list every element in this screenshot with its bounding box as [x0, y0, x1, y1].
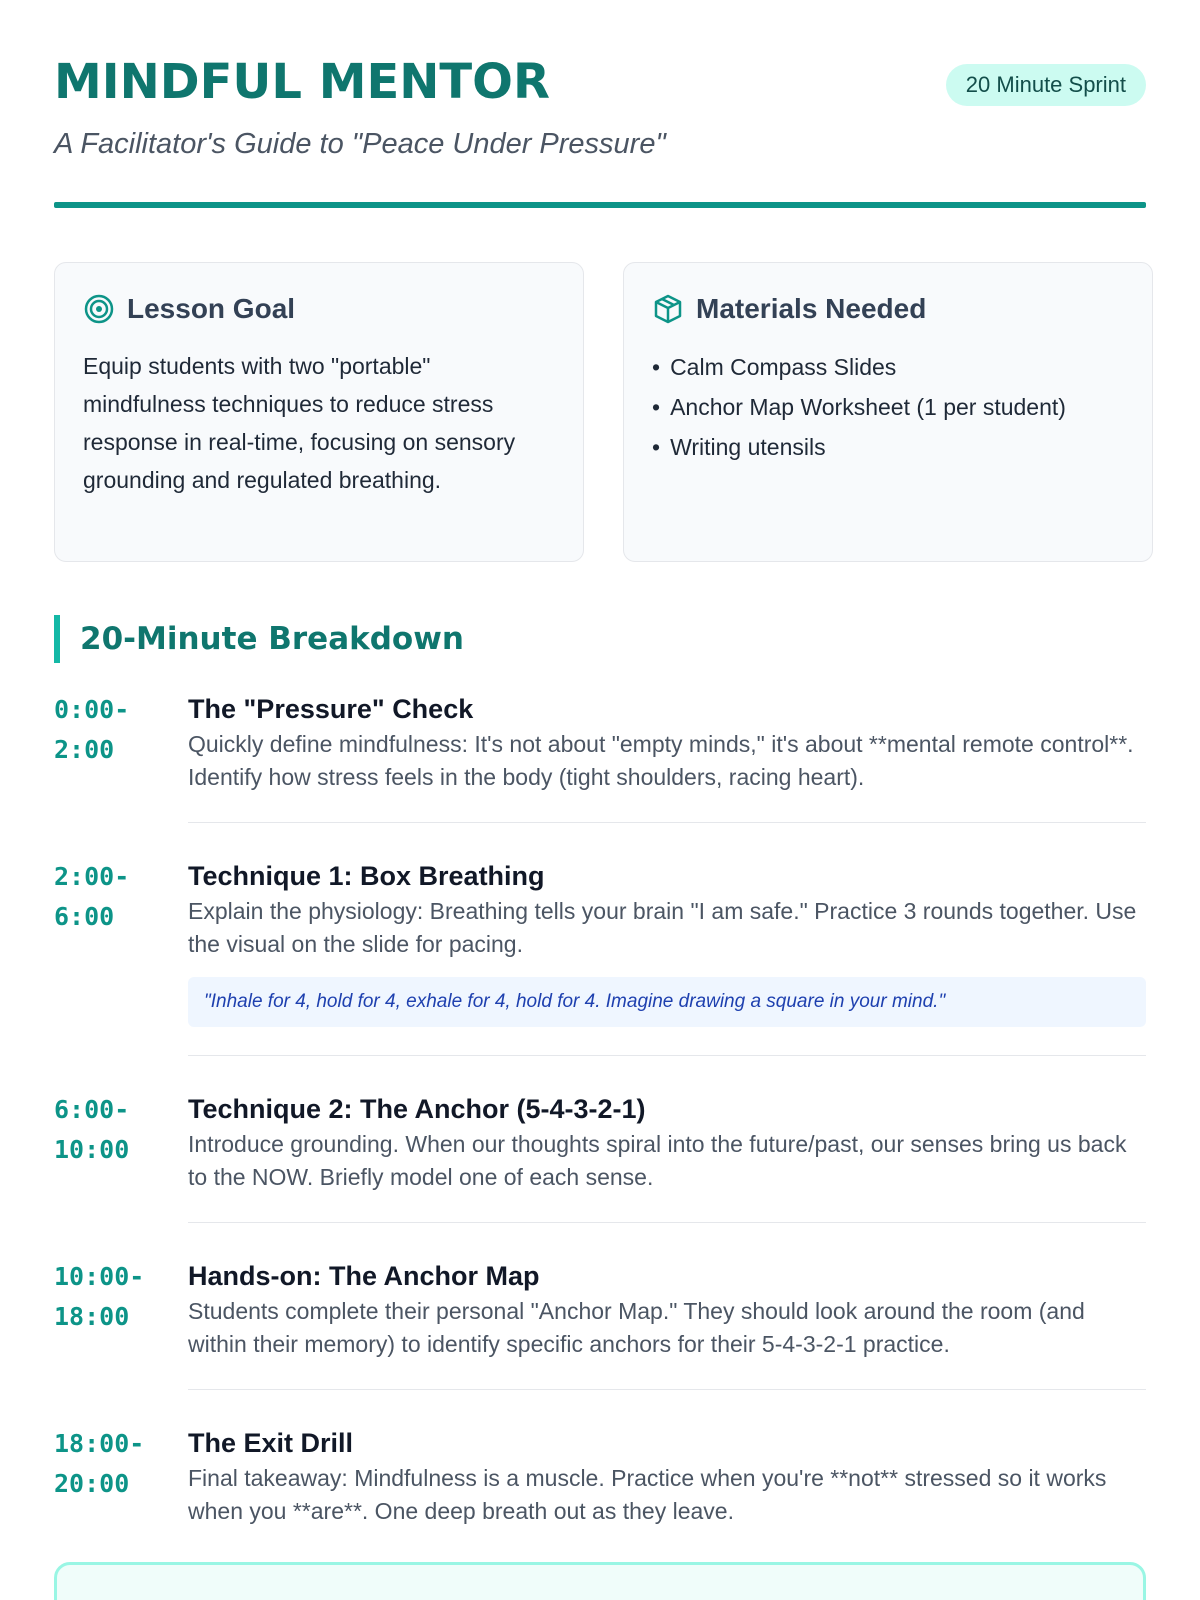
- timeline-title: Technique 1: Box Breathing: [188, 861, 545, 891]
- breakdown-title: 20-Minute Breakdown: [80, 621, 464, 657]
- timeline-item: [54, 1090, 1146, 1257]
- timeline-title: The Exit Drill: [188, 1428, 354, 1458]
- breakdown-timeline: [54, 690, 1146, 1590]
- timeline-item: [54, 1257, 1146, 1424]
- materials-card: [623, 262, 1153, 562]
- duration-badge: 20 Minute Sprint: [946, 64, 1146, 106]
- timeline-time-text: 0:00- 2:00: [54, 695, 130, 764]
- lesson-goal-header: [83, 291, 555, 327]
- timeline-content: [188, 1090, 1146, 1223]
- breakdown-heading: [54, 615, 464, 663]
- timeline-time: [54, 857, 188, 1090]
- timeline-time-text: 18:00- 20:00: [54, 1429, 145, 1498]
- timeline-time-text: 6:00- 10:00: [54, 1095, 130, 1164]
- list-item: • Calm Compass Slides: [652, 347, 1124, 387]
- timeline-item: [54, 857, 1146, 1090]
- lesson-goal-title: Lesson Goal: [127, 293, 296, 324]
- page-header: [54, 52, 1146, 162]
- timeline-desc: Explain the physiology: Breathing tells your brain "I am safe." Practice 3 rounds together. Use the visual on the slide for pacing.: [188, 898, 1137, 957]
- timeline-desc: Quickly define mindfulness: It's not about "empty minds," it's about **mental remote control**. Identify how stress feels in the body (tight shoulders, racing heart).: [188, 731, 1134, 790]
- materials-list: [652, 347, 1124, 467]
- materials-header: [652, 291, 1124, 327]
- page-title: MINDFUL MENTOR: [54, 54, 550, 110]
- timeline-time-text: 2:00- 6:00: [54, 862, 130, 931]
- timeline-title: The "Pressure" Check: [188, 694, 474, 724]
- timeline-time-text: 10:00- 18:00: [54, 1262, 145, 1331]
- timeline-item: [54, 690, 1146, 857]
- list-item: • Writing utensils: [652, 427, 1124, 467]
- timeline-content: [188, 1257, 1146, 1390]
- timeline-title: Hands-on: The Anchor Map: [188, 1261, 540, 1291]
- list-item: • Anchor Map Worksheet (1 per student): [652, 387, 1124, 427]
- timeline-content: [188, 1424, 1146, 1556]
- lesson-goal-card: [54, 262, 584, 562]
- timeline-time: [54, 1257, 188, 1424]
- package-icon: [652, 293, 684, 325]
- timeline-title: Technique 2: The Anchor (5-4-3-2-1): [188, 1094, 646, 1124]
- timeline-desc: Students complete their personal "Anchor Map." They should look around the room (and within their memory) to identify specific anchors for their 5-4-3-2-1 practice.: [188, 1298, 1085, 1357]
- header-divider: [54, 202, 1146, 208]
- breathing-quote: "Inhale for 4, hold for 4, exhale for 4, hold for 4. Imagine drawing a square in your mind.": [188, 977, 1146, 1027]
- page-subtitle: A Facilitator's Guide to "Peace Under Pressure": [54, 128, 666, 160]
- timeline-content: [188, 690, 1146, 823]
- timeline-desc: Final takeaway: Mindfulness is a muscle. Practice when you're **not** stressed so it works when you **are**. One deep breath out as they leave.: [188, 1465, 1107, 1524]
- timeline-content: [188, 857, 1146, 1056]
- timeline-time: [54, 690, 188, 857]
- timeline-desc: Introduce grounding. When our thoughts spiral into the future/past, our senses bring us back to the NOW. Briefly model one of each sense.: [188, 1131, 1127, 1190]
- timeline-time: [54, 1090, 188, 1257]
- target-icon: [83, 293, 115, 325]
- closing-callout-box: [54, 1562, 1146, 1600]
- materials-title: Materials Needed: [696, 293, 927, 324]
- lesson-goal-text: Equip students with two "portable" mindfulness techniques to reduce stress response in real-time, focusing on sensory grounding and regulated breathing.: [83, 353, 516, 493]
